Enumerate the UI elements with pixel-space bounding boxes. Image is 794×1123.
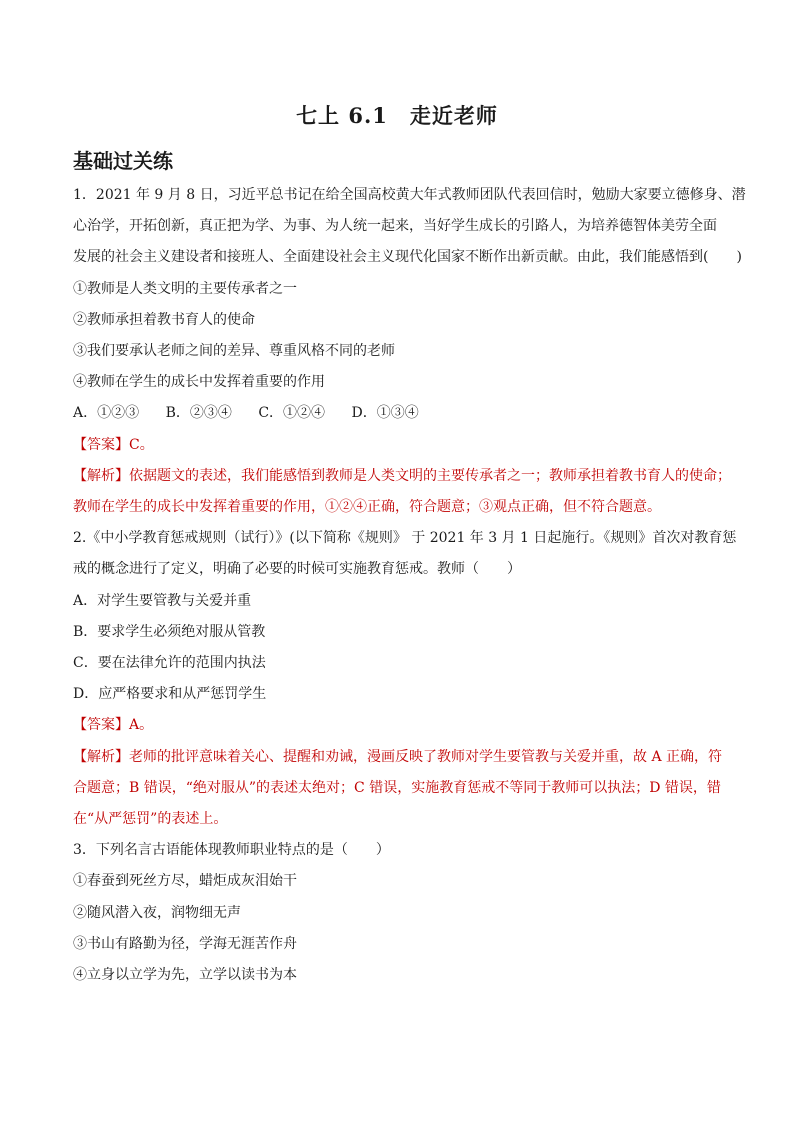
q2-option-c: C．要在法律允许的范围内执法 <box>73 655 266 672</box>
q2-analysis-line-2: 合题意；B 错误，“绝对服从”的表述太绝对；C 错误，实施教育惩戒不等同于教师可以执法；D 错误，错 <box>73 779 721 796</box>
q1-item-1: ①教师是人类文明的主要传承者之一 <box>73 280 297 297</box>
q1-choice-d: D．①③④ <box>351 405 419 422</box>
q1-analysis-line-1: 【解析】依据题文的表述，我们能感悟到教师是人类文明的主要传承者之一；教师承担着教书育人的使命； <box>73 467 731 484</box>
q2-stem-line-2: 戒的概念进行了定义，明确了必要的时候可实施教育惩戒。教师（ ） <box>73 561 521 578</box>
q1-stem-line-1: 1．2021 年 9 月 8 日，习近平总书记在给全国高校黄大年式教师团队代表回信时，勉励大家要立德修身、潜 <box>73 187 746 203</box>
q3-item-2: ②随风潜入夜，润物细无声 <box>73 904 241 921</box>
page-title: 七上 6.1 走近老师 <box>296 103 498 128</box>
q2-option-b: B．要求学生必须绝对服从管教 <box>73 623 266 640</box>
document-body <box>73 180 746 991</box>
q2-answer: 【答案】A。 <box>73 717 154 734</box>
q1-choice-b: B．②③④ <box>165 405 232 422</box>
q1-choice-c: C．①②④ <box>258 405 326 422</box>
q2-analysis-line-1: 【解析】老师的批评意味着关心、提醒和劝诫，漫画反映了教师对学生要管教与关爱并重，故 A 正确，符 <box>73 748 723 765</box>
section-heading: 基础过关练 <box>73 149 173 173</box>
q3-item-4: ④立身以立学为先，立学以读书为本 <box>73 967 297 984</box>
q3-stem: 3．下列名言古语能体现教师职业特点的是（ ） <box>73 842 390 859</box>
q3-item-3: ③书山有路勤为径，学海无涯苦作舟 <box>73 935 297 952</box>
q1-answer: 【答案】C。 <box>73 436 154 453</box>
q1-item-3: ③我们要承认老师之间的差异、尊重风格不同的老师 <box>73 343 395 360</box>
q1-choice-a: A．①②③ <box>73 405 140 422</box>
q2-stem-line-1: 2.《中小学教育惩戒规则（试行）》(以下简称《规则》 于 2021 年 3 月 1 日起施行。《规则》首次对教育惩 <box>73 530 737 547</box>
q2-option-a: A．对学生要管教与关爱并重 <box>73 592 252 609</box>
q1-analysis-line-2: 教师在学生的成长中发挥着重要的作用，①②④正确，符合题意；③观点正确，但不符合题意。 <box>73 499 661 516</box>
q1-stem-line-3: 发展的社会主义建设者和接班人、全面建设社会主义现代化国家不断作出新贡献。由此，我们能感悟到( ) <box>73 249 742 266</box>
q1-choices <box>73 398 733 429</box>
q2-analysis-line-3: 在“从严惩罚”的表述上。 <box>73 811 228 828</box>
q1-item-2: ②教师承担着教书育人的使命 <box>73 311 255 328</box>
q2-option-d: D．应严格要求和从严惩罚学生 <box>73 686 267 703</box>
q3-item-1: ①春蚕到死丝方尽，蜡炬成灰泪始干 <box>73 873 297 890</box>
q1-item-4: ④教师在学生的成长中发挥着重要的作用 <box>73 374 325 391</box>
q1-stem-line-2: 心治学，开拓创新，真正把为学、为事、为人统一起来，当好学生成长的引路人，为培养德智体美劳全面 <box>73 218 717 235</box>
